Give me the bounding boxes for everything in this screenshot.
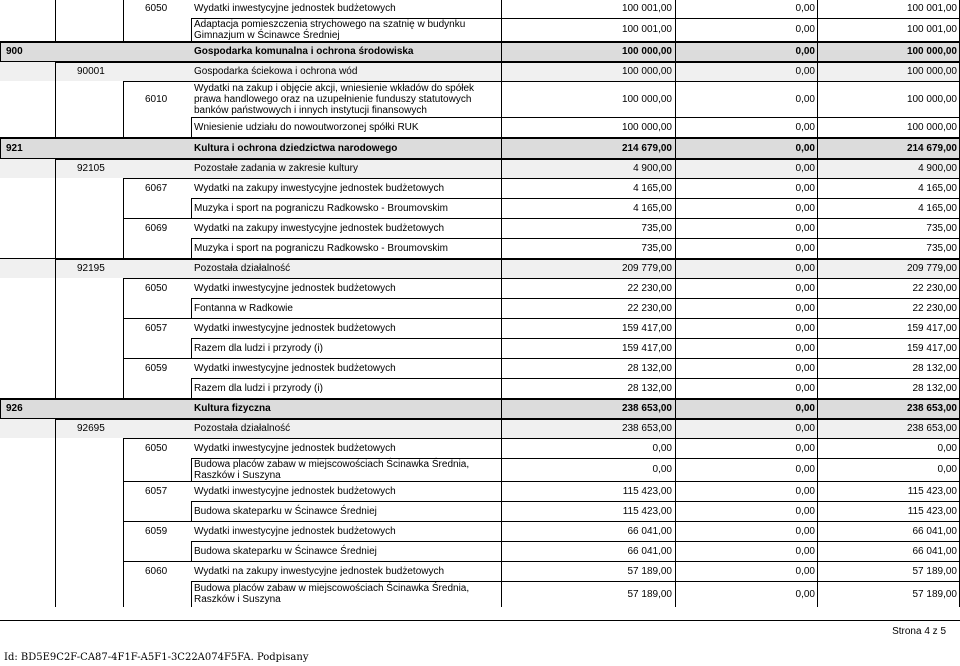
- amount-change: 0,00: [795, 163, 815, 174]
- amount-change: 0,00: [795, 142, 815, 154]
- row-separator: [191, 501, 960, 502]
- amount-plan: 22 230,00: [627, 302, 672, 314]
- amount-plan: 0,00: [652, 442, 672, 454]
- section-code: [0, 458, 55, 481]
- amount-change: 0,00: [795, 362, 815, 374]
- table-row: [0, 0, 960, 18]
- section-code: [0, 501, 55, 521]
- section-code: [0, 481, 55, 501]
- item-name: Gospodarka komunalna i ochrona środowiska: [194, 46, 414, 57]
- table-row: [0, 481, 960, 501]
- chapter-code: 90001: [77, 66, 105, 77]
- paragraph-code: 6057: [145, 322, 168, 334]
- row-separator: [191, 18, 960, 19]
- chapter-code: 92195: [77, 263, 105, 274]
- amount-after: 66 041,00: [912, 525, 957, 537]
- table-row: [0, 178, 960, 198]
- amount-after: 4 165,00: [918, 202, 957, 214]
- table-row: [0, 541, 960, 561]
- amount-plan: 159 417,00: [621, 342, 672, 354]
- item-name: Budowa placów zabaw w miejscowościach Ścinawka Średnia, Raszków i Suszyna: [194, 458, 470, 481]
- chapter-code: [55, 521, 123, 541]
- row-separator: [0, 138, 960, 139]
- amount-change: 0,00: [795, 442, 815, 454]
- chapter-code: [55, 481, 123, 501]
- item-name: Gospodarka ściekowa i ochrona wód: [194, 66, 358, 77]
- row-separator: [55, 419, 960, 420]
- amount-change: 0,00: [795, 342, 815, 354]
- table-row: [0, 81, 960, 117]
- chapter-code: [55, 458, 123, 481]
- table-row: [0, 158, 960, 178]
- amount-plan: 735,00: [641, 222, 672, 234]
- amount-change: 0,00: [795, 24, 815, 35]
- table-row: [0, 358, 960, 378]
- amount-plan: 0,00: [652, 464, 672, 475]
- amount-after: 4 165,00: [918, 182, 957, 194]
- paragraph-code: 6050: [145, 442, 168, 454]
- chapter-code: [55, 178, 123, 198]
- table-row: [0, 318, 960, 338]
- paragraph-code: 6060: [145, 565, 168, 577]
- amount-plan: 57 189,00: [627, 588, 672, 600]
- amount-plan: 209 779,00: [621, 263, 672, 274]
- amount-after: 100 000,00: [906, 121, 957, 133]
- amount-plan: 238 653,00: [621, 423, 672, 434]
- amount-change: 0,00: [795, 182, 815, 194]
- chapter-code: 92695: [77, 423, 105, 434]
- row-separator: [55, 159, 960, 160]
- section-code: [0, 541, 55, 561]
- amount-after: 100 000,00: [906, 46, 957, 57]
- section-code: [0, 318, 55, 338]
- item-name: Kultura fizyczna: [194, 403, 271, 414]
- row-separator: [55, 259, 960, 260]
- amount-after: 28 132,00: [912, 382, 957, 394]
- amount-change: 0,00: [795, 66, 815, 77]
- amount-change: 0,00: [795, 382, 815, 394]
- row-separator: [0, 42, 960, 43]
- amount-plan: 100 000,00: [621, 46, 672, 57]
- table-row: [0, 61, 960, 81]
- amount-after: 115 423,00: [907, 485, 957, 497]
- table-row: [0, 581, 960, 607]
- row-separator: [123, 278, 960, 279]
- amount-change: 0,00: [795, 242, 815, 254]
- paragraph-code: [123, 18, 191, 41]
- table-row: [0, 238, 960, 258]
- row-separator: [0, 399, 960, 400]
- row-separator: [191, 541, 960, 542]
- amount-after: 100 001,00: [906, 24, 957, 35]
- amount-after: 4 900,00: [918, 163, 957, 174]
- row-separator: [123, 521, 960, 522]
- section-code: [0, 218, 55, 238]
- section-code: 900: [6, 46, 23, 57]
- section-code: [0, 378, 55, 398]
- section-code: [0, 521, 55, 541]
- paragraph-code: [123, 581, 191, 607]
- row-separator: [123, 218, 960, 219]
- amount-plan: 115 423,00: [622, 485, 672, 497]
- item-name: Wydatki inwestycyjne jednostek budżetowych: [194, 362, 396, 374]
- amount-plan: 4 900,00: [633, 163, 672, 174]
- section-code: [0, 419, 55, 438]
- table-row: [0, 521, 960, 541]
- amount-change: 0,00: [795, 423, 815, 434]
- amount-change: 0,00: [795, 545, 815, 557]
- amount-change: 0,00: [795, 485, 815, 497]
- section-code: 921: [6, 142, 23, 154]
- paragraph-code: [123, 117, 191, 137]
- table-row: [0, 418, 960, 438]
- item-name: Budowa skateparku w Ścinawce Średniej: [194, 545, 377, 557]
- section-code: [0, 358, 55, 378]
- item-name: Budowa skateparku w Ścinawce Średniej: [194, 505, 377, 517]
- amount-after: 0,00: [937, 442, 957, 454]
- chapter-code: [55, 298, 123, 318]
- item-name: Muzyka i sport na pograniczu Radkowsko - Broumovskim: [194, 202, 448, 214]
- amount-plan: 4 165,00: [633, 202, 672, 214]
- amount-change: 0,00: [795, 282, 815, 294]
- amount-plan: 66 041,00: [627, 545, 672, 557]
- chapter-code: [55, 318, 123, 338]
- table-row: [0, 218, 960, 238]
- section-code: [0, 81, 55, 117]
- paragraph-code: [123, 138, 191, 158]
- amount-after: 159 417,00: [906, 342, 957, 354]
- paragraph-code: [123, 62, 191, 81]
- paragraph-code: [123, 238, 191, 258]
- amount-change: 0,00: [795, 222, 815, 234]
- section-code: [0, 198, 55, 218]
- amount-plan: 4 165,00: [633, 182, 672, 194]
- table-row: [0, 298, 960, 318]
- chapter-code: [55, 0, 123, 18]
- amount-after: 100 000,00: [906, 93, 957, 105]
- item-name: Fontanna w Radkowie: [194, 302, 293, 314]
- amount-after: 159 417,00: [906, 322, 957, 334]
- amount-change: 0,00: [795, 565, 815, 577]
- item-name: Wydatki na zakupy inwestycyjne jednostek budżetowych: [194, 565, 445, 577]
- paragraph-code: 6067: [145, 182, 168, 194]
- item-name: Wydatki inwestycyjne jednostek budżetowych: [194, 442, 396, 454]
- row-separator: [191, 458, 960, 459]
- amount-after: 100 001,00: [906, 2, 957, 14]
- item-name: Wydatki na zakupy inwestycyjne jednostek budżetowych: [194, 182, 445, 194]
- table-row: [0, 41, 960, 61]
- amount-after: 22 230,00: [912, 282, 957, 294]
- amount-change: 0,00: [795, 403, 815, 414]
- paragraph-code: [123, 458, 191, 481]
- paragraph-code: [123, 378, 191, 398]
- row-separator: [123, 481, 960, 482]
- chapter-code: [55, 358, 123, 378]
- row-separator: [191, 238, 960, 239]
- amount-change: 0,00: [795, 525, 815, 537]
- table-row: [0, 258, 960, 278]
- amount-after: 28 132,00: [912, 362, 957, 374]
- table-row: [0, 398, 960, 418]
- amount-after: 57 189,00: [912, 588, 957, 600]
- chapter-code: [55, 438, 123, 458]
- item-name: Adaptacja pomieszczenia strychowego na szatnię w budynku Gimnazjum w Ścinawce Średniej: [194, 18, 466, 41]
- table-bottom-border: [0, 620, 960, 621]
- amount-change: 0,00: [795, 263, 815, 274]
- section-code: [0, 338, 55, 358]
- amount-plan: 28 132,00: [627, 362, 672, 374]
- section-code: [0, 178, 55, 198]
- chapter-code: [55, 117, 123, 137]
- table-row: [0, 378, 960, 398]
- chapter-code: [55, 501, 123, 521]
- chapter-code: [55, 561, 123, 581]
- item-name: Wniesienie udziału do nowoutworzonej spółki RUK: [194, 121, 419, 133]
- section-code: [0, 238, 55, 258]
- item-name: Kultura i ochrona dziedzictwa narodowego: [194, 142, 398, 154]
- paragraph-code: [123, 42, 191, 61]
- amount-plan: 115 423,00: [622, 505, 672, 517]
- amount-plan: 100 001,00: [621, 24, 672, 35]
- amount-plan: 100 001,00: [621, 2, 672, 14]
- amount-change: 0,00: [795, 121, 815, 133]
- amount-after: 735,00: [926, 242, 957, 254]
- table-row: [0, 117, 960, 137]
- table-row: [0, 198, 960, 218]
- row-separator: [191, 117, 960, 118]
- amount-after: 209 779,00: [906, 263, 957, 274]
- amount-after: 238 653,00: [906, 403, 957, 414]
- row-separator: [191, 378, 960, 379]
- amount-change: 0,00: [795, 46, 815, 57]
- item-name: Wydatki inwestycyjne jednostek budżetowych: [194, 525, 396, 537]
- item-name: Pozostała działalność: [194, 423, 291, 434]
- item-name: Wydatki inwestycyjne jednostek budżetowych: [194, 485, 396, 497]
- item-name: Wydatki na zakup i objęcie akcji, wniesienie wkładów do spółek prawa handlowego oraz na uzupełnienie funduszy statutowych banków państwowych i innych instytucji finansowych: [194, 82, 475, 116]
- section-code: [0, 438, 55, 458]
- amount-after: 100 000,00: [906, 66, 957, 77]
- amount-plan: 100 000,00: [621, 121, 672, 133]
- amount-after: 238 653,00: [906, 423, 957, 434]
- amount-after: 115 423,00: [907, 505, 957, 517]
- item-name: Wydatki inwestycyjne jednostek budżetowych: [194, 322, 396, 334]
- item-name: Razem dla ludzi i przyrody (i): [194, 382, 323, 394]
- table-row: [0, 501, 960, 521]
- paragraph-code: 6010: [145, 93, 168, 105]
- paragraph-code: [123, 259, 191, 278]
- table-row: [0, 438, 960, 458]
- chapter-code: [55, 541, 123, 561]
- item-name: Muzyka i sport na pograniczu Radkowsko - Broumovskim: [194, 242, 448, 254]
- item-name: Wydatki inwestycyjne jednostek budżetowych: [194, 282, 396, 294]
- amount-after: 66 041,00: [912, 545, 957, 557]
- chapter-code: [55, 42, 123, 61]
- row-separator: [191, 198, 960, 199]
- amount-change: 0,00: [795, 93, 815, 105]
- chapter-code: [55, 218, 123, 238]
- chapter-code: [55, 378, 123, 398]
- paragraph-code: [123, 501, 191, 521]
- amount-change: 0,00: [795, 202, 815, 214]
- section-code: 926: [6, 403, 23, 414]
- amount-after: 22 230,00: [912, 302, 957, 314]
- section-code: [0, 259, 55, 278]
- table-row: [0, 18, 960, 41]
- row-separator: [123, 438, 960, 439]
- table-row: [0, 338, 960, 358]
- table-row: [0, 458, 960, 481]
- row-separator: [191, 581, 960, 582]
- row-separator: [55, 62, 960, 63]
- item-name: Pozostałe zadania w zakresie kultury: [194, 163, 358, 174]
- chapter-code: [55, 198, 123, 218]
- table-row: [0, 137, 960, 158]
- amount-change: 0,00: [795, 302, 815, 314]
- section-code: [0, 117, 55, 137]
- paragraph-code: [123, 338, 191, 358]
- paragraph-code: [123, 419, 191, 438]
- amount-after: 214 679,00: [906, 142, 957, 154]
- amount-plan: 238 653,00: [621, 403, 672, 414]
- row-separator: [123, 358, 960, 359]
- item-name: Pozostała działalność: [194, 263, 291, 274]
- paragraph-code: 6050: [145, 2, 168, 14]
- row-separator: [123, 318, 960, 319]
- chapter-code: [55, 238, 123, 258]
- paragraph-code: [123, 198, 191, 218]
- section-code: [0, 298, 55, 318]
- paragraph-code: [123, 541, 191, 561]
- amount-change: 0,00: [795, 2, 815, 14]
- page-number: Strona 4 z 5: [892, 626, 946, 637]
- amount-after: 0,00: [937, 464, 957, 475]
- paragraph-code: [123, 399, 191, 418]
- paragraph-code: [123, 298, 191, 318]
- chapter-code: [55, 338, 123, 358]
- chapter-code: [55, 581, 123, 607]
- amount-change: 0,00: [795, 464, 815, 475]
- section-code: [0, 561, 55, 581]
- amount-plan: 159 417,00: [621, 322, 672, 334]
- chapter-code: [55, 399, 123, 418]
- document-id: Id: BD5E9C2F-CA87-4F1F-A5F1-3C22A074F5FA. Podpisany: [4, 652, 309, 663]
- paragraph-code: 6057: [145, 485, 168, 497]
- row-separator: [123, 178, 960, 179]
- amount-plan: 28 132,00: [627, 382, 672, 394]
- row-separator: [191, 338, 960, 339]
- section-code: [0, 159, 55, 178]
- amount-after: 57 189,00: [912, 565, 957, 577]
- chapter-code: [55, 138, 123, 158]
- amount-change: 0,00: [795, 322, 815, 334]
- section-code: [0, 62, 55, 81]
- section-code: [0, 278, 55, 298]
- item-name: Wydatki inwestycyjne jednostek budżetowych: [194, 2, 396, 14]
- row-separator: [191, 298, 960, 299]
- item-name: Wydatki na zakupy inwestycyjne jednostek budżetowych: [194, 222, 445, 234]
- amount-after: 735,00: [926, 222, 957, 234]
- paragraph-code: 6059: [145, 362, 168, 374]
- paragraph-code: 6059: [145, 525, 168, 537]
- amount-plan: 100 000,00: [621, 93, 672, 105]
- paragraph-code: 6069: [145, 222, 168, 234]
- chapter-code: [55, 81, 123, 117]
- item-name: Budowa placów zabaw w miejscowościach Ścinawka Średnia, Raszków i Suszyna: [194, 583, 470, 605]
- chapter-code: [55, 278, 123, 298]
- section-code: [0, 18, 55, 41]
- amount-change: 0,00: [795, 505, 815, 517]
- chapter-code: [55, 18, 123, 41]
- paragraph-code: 6050: [145, 282, 168, 294]
- amount-plan: 57 189,00: [627, 565, 672, 577]
- amount-plan: 214 679,00: [621, 142, 672, 154]
- item-name: Razem dla ludzi i przyrody (i): [194, 342, 323, 354]
- amount-change: 0,00: [795, 588, 815, 600]
- amount-plan: 22 230,00: [627, 282, 672, 294]
- amount-plan: 735,00: [641, 242, 672, 254]
- table-row: [0, 278, 960, 298]
- paragraph-code: [123, 159, 191, 178]
- section-code: [0, 0, 55, 18]
- amount-plan: 66 041,00: [627, 525, 672, 537]
- row-separator: [123, 561, 960, 562]
- amount-plan: 100 000,00: [621, 66, 672, 77]
- table-row: [0, 561, 960, 581]
- chapter-code: 92105: [77, 163, 105, 174]
- section-code: [0, 581, 55, 607]
- row-separator: [123, 81, 960, 82]
